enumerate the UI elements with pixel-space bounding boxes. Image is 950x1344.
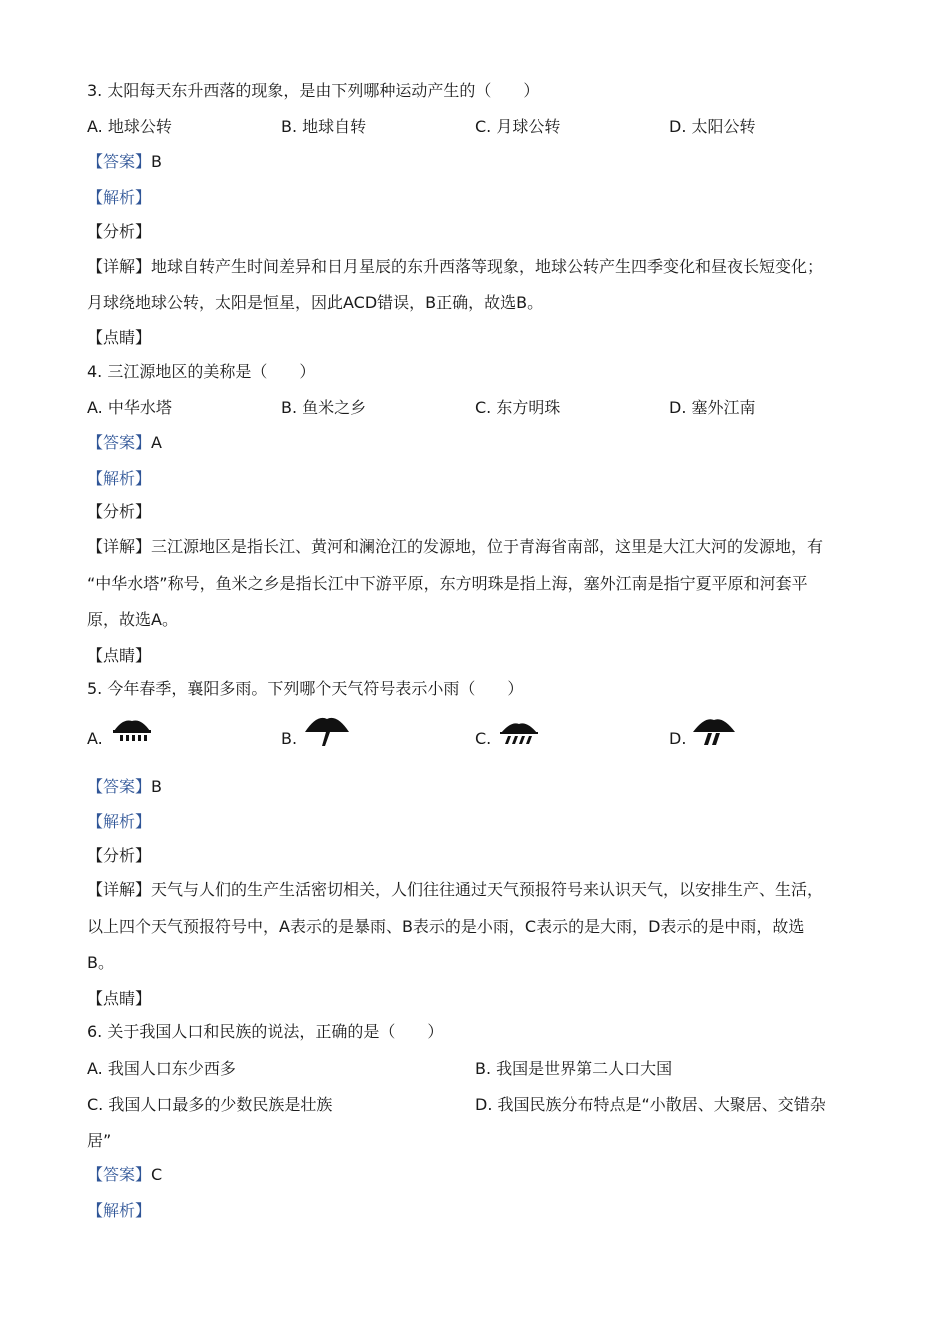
q5-option-c-label: C. xyxy=(475,729,492,748)
q4-stem: 4. 三江源地区的美称是（ ） xyxy=(87,362,316,381)
detail-tag: 【详解】 xyxy=(87,257,152,276)
q4-detail-line-3: 原，故选A。 xyxy=(87,610,178,629)
q3-stem: 3. 太阳每天东升西落的现象，是由下列哪种运动产生的（ ） xyxy=(87,81,540,100)
q4-detail-line-1 xyxy=(87,536,823,558)
q5-option-b-label: B. xyxy=(281,729,298,748)
answer-tag: 【答案】 xyxy=(87,777,152,796)
q4-option-a: A. 中华水塔 xyxy=(87,398,172,417)
q3-fenxi-tag: 【分析】 xyxy=(87,222,152,241)
q3-option-a: A. 地球公转 xyxy=(87,117,172,136)
q3-dianjing-tag: 【点睛】 xyxy=(87,328,152,347)
q6-analysis-tag: 【解析】 xyxy=(87,1201,152,1220)
detail-text: 天气与人们的生产生活密切相关，人们往往通过天气预报符号来认识天气，以安排生产、生活， xyxy=(151,880,824,899)
q4-analysis-tag: 【解析】 xyxy=(87,469,152,488)
q5-detail-line-2: 以上四个天气预报符号中，A表示的是暴雨、B表示的是小雨，C表示的是大雨，D表示的是中雨，故选 xyxy=(87,917,805,936)
q5-detail-line-1 xyxy=(87,879,823,901)
heavy-rain-symbol-icon xyxy=(111,718,153,748)
q6-option-b: B. 我国是世界第二人口大国 xyxy=(475,1059,673,1078)
moderate-rain-symbol-icon xyxy=(691,717,737,749)
q6-option-d: D. 我国民族分布特点是“小散居、大聚居、交错杂 xyxy=(475,1095,826,1114)
q6-stem: 6. 关于我国人口和民族的说法，正确的是（ ） xyxy=(87,1022,444,1041)
answer-tag: 【答案】 xyxy=(87,433,152,452)
q5-dianjing-tag: 【点睛】 xyxy=(87,989,152,1008)
q5-detail-line-3: B。 xyxy=(87,953,114,972)
detail-tag: 【详解】 xyxy=(87,537,152,556)
answer-tag: 【答案】 xyxy=(87,152,152,171)
q4-option-c: C. 东方明珠 xyxy=(475,398,561,417)
q4-dianjing-tag: 【点睛】 xyxy=(87,646,152,665)
q3-detail-line-1 xyxy=(87,256,823,278)
q5-option-d-label: D. xyxy=(669,729,687,748)
q3-option-d: D. 太阳公转 xyxy=(669,117,756,136)
q5-analysis-tag: 【解析】 xyxy=(87,812,152,831)
answer-value: C xyxy=(151,1165,163,1184)
q3-option-b: B. 地球自转 xyxy=(281,117,367,136)
q6-answer xyxy=(87,1164,162,1186)
detail-text: 三江源地区是指长江、黄河和澜沧江的发源地，位于青海省南部，这里是大江大河的发源地，有 xyxy=(151,537,824,556)
q6-option-c: C. 我国人口最多的少数民族是壮族 xyxy=(87,1095,333,1114)
q4-answer xyxy=(87,432,162,454)
q3-detail-line-2: 月球绕地球公转，太阳是恒星，因此ACD错误，B正确，故选B。 xyxy=(87,293,544,312)
q5-fenxi-tag: 【分析】 xyxy=(87,846,152,865)
answer-value: B xyxy=(151,152,162,171)
q3-option-c: C. 月球公转 xyxy=(475,117,561,136)
answer-tag: 【答案】 xyxy=(87,1165,152,1184)
downpour-symbol-icon xyxy=(497,720,539,748)
q5-option-a-label: A. xyxy=(87,729,103,748)
q5-stem: 5. 今年春季，襄阳多雨。下列哪个天气符号表示小雨（ ） xyxy=(87,679,524,698)
q4-detail-line-2: “中华水塔”称号，鱼米之乡是指长江中下游平原，东方明珠是指上海，塞外江南是指宁夏平原和河套平 xyxy=(87,574,808,593)
detail-text: 地球自转产生时间差异和日月星辰的东升西落等现象，地球公转产生四季变化和昼夜长短变化； xyxy=(151,257,824,276)
q4-option-d: D. 塞外江南 xyxy=(669,398,756,417)
q4-option-b: B. 鱼米之乡 xyxy=(281,398,367,417)
answer-value: B xyxy=(151,777,162,796)
q6-option-d-wrap: 居” xyxy=(87,1131,112,1150)
light-rain-symbol-icon xyxy=(303,716,351,750)
q3-answer xyxy=(87,151,162,173)
detail-tag: 【详解】 xyxy=(87,880,152,899)
q5-answer xyxy=(87,776,162,798)
q3-analysis-tag: 【解析】 xyxy=(87,188,152,207)
q6-option-a: A. 我国人口东少西多 xyxy=(87,1059,236,1078)
answer-value: A xyxy=(151,433,162,452)
q4-fenxi-tag: 【分析】 xyxy=(87,502,152,521)
